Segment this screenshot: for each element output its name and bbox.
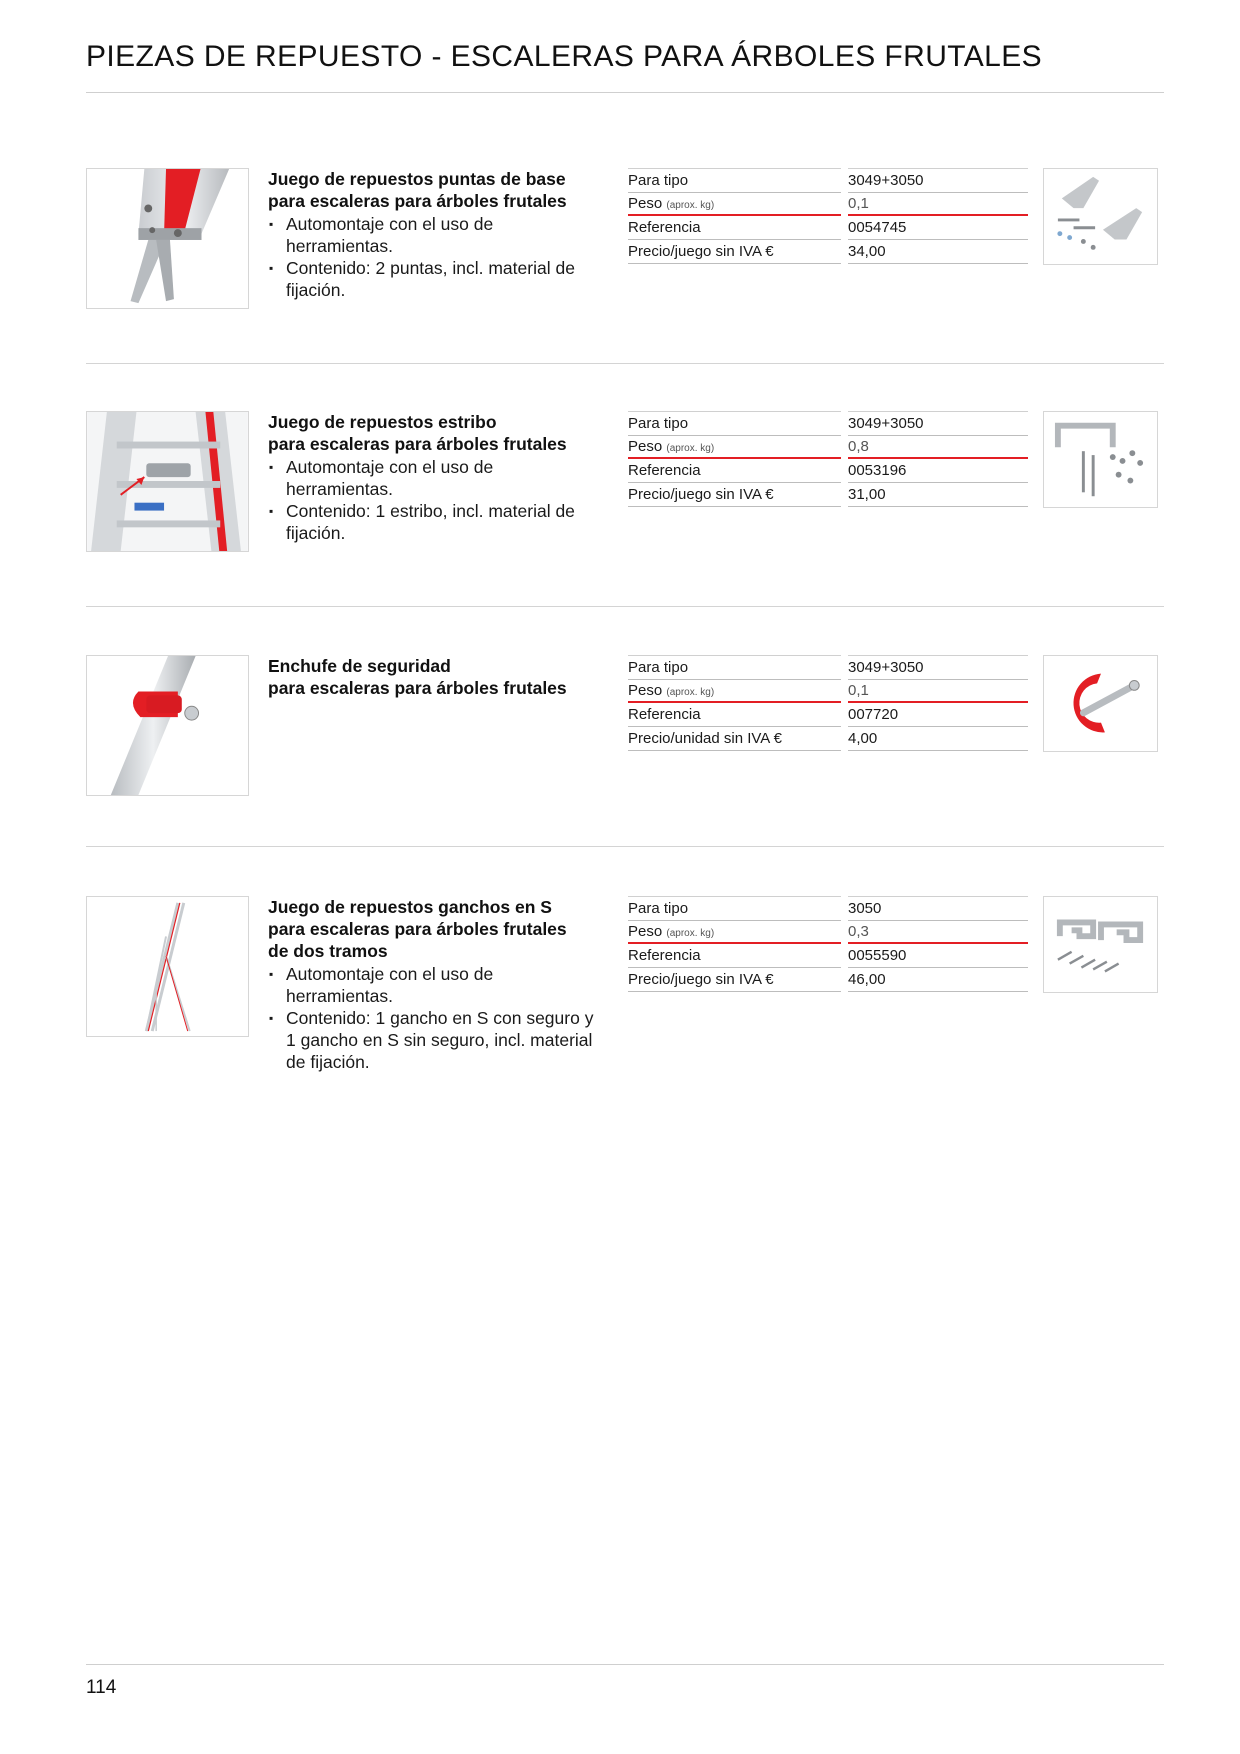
safety-plug-thumbnail (1043, 655, 1158, 752)
spec-label: Precio/juego sin IVA € (628, 240, 841, 264)
feature-item: ▪ Automontaje con el uso de herramientas. (268, 213, 598, 257)
spec-row-weight (628, 192, 1030, 216)
spec-value: 007720 (848, 703, 1028, 727)
ladder-base-point-photo (86, 168, 249, 309)
s-hooks-kit-thumbnail (1043, 896, 1158, 993)
feature-item: ▪ Automontaje con el uso de herramientas. (268, 456, 598, 500)
spec-label: Para tipo (628, 411, 841, 436)
safety-plug-photo (86, 655, 249, 796)
spec-table (628, 655, 1030, 751)
spec-row-reference (628, 216, 1030, 240)
spec-label: Para tipo (628, 655, 841, 680)
stirrup-kit-thumbnail (1043, 411, 1158, 508)
spec-row-type (628, 168, 1030, 192)
page-number: 114 (86, 1677, 117, 1698)
spec-value: 3049+3050 (848, 411, 1028, 436)
spec-label: Peso (aprox. kg) (628, 192, 841, 216)
spec-label: Precio/juego sin IVA € (628, 968, 841, 992)
spec-row-weight (628, 435, 1030, 459)
product-title: Juego de repuestos estribo para escaleras para árboles frutales (268, 412, 567, 454)
spec-value: 0055590 (848, 944, 1028, 968)
spec-row-reference (628, 944, 1030, 968)
spec-label: Precio/juego sin IVA € (628, 483, 841, 507)
ladder-stirrup-photo (86, 411, 249, 552)
feature-item: ▪ Automontaje con el uso de herramientas. (268, 963, 598, 1007)
product-title: Enchufe de seguridad para escaleras para árboles frutales (268, 656, 567, 698)
spec-label: Para tipo (628, 168, 841, 193)
spec-row-price (628, 240, 1030, 264)
section-divider (86, 363, 1164, 364)
product-description (268, 896, 598, 1073)
spec-row-type (628, 655, 1030, 679)
feature-list (268, 456, 598, 544)
spec-value: 0053196 (848, 459, 1028, 483)
spec-row-type (628, 411, 1030, 435)
spec-label: Peso (aprox. kg) (628, 920, 841, 944)
spec-value: 0,1 (848, 679, 1028, 703)
spec-label: Peso (aprox. kg) (628, 435, 841, 459)
footer-divider (86, 1664, 1164, 1665)
product-title: Juego de repuestos puntas de base para escaleras para árboles frutales (268, 169, 567, 211)
title-divider (86, 92, 1164, 93)
spec-row-price (628, 483, 1030, 507)
spec-label: Referencia (628, 216, 841, 240)
spec-label: Referencia (628, 703, 841, 727)
spec-label: Para tipo (628, 896, 841, 921)
section-divider (86, 606, 1164, 607)
feature-list (268, 963, 598, 1073)
two-section-ladder-photo (86, 896, 249, 1037)
spec-value: 46,00 (848, 968, 1028, 992)
product-description (268, 655, 598, 699)
spec-value: 34,00 (848, 240, 1028, 264)
spec-value: 4,00 (848, 727, 1028, 751)
spec-row-price (628, 968, 1030, 992)
spec-label: Referencia (628, 944, 841, 968)
spec-row-weight (628, 920, 1030, 944)
spec-value: 0054745 (848, 216, 1028, 240)
spec-value: 3050 (848, 896, 1028, 921)
spec-value: 0,1 (848, 192, 1028, 216)
spec-label: Peso (aprox. kg) (628, 679, 841, 703)
product-description (268, 411, 598, 544)
spec-value: 3049+3050 (848, 168, 1028, 193)
spec-row-price (628, 727, 1030, 751)
page-title: PIEZAS DE REPUESTO - ESCALERAS PARA ÁRBOLES FRUTALES (86, 40, 1043, 73)
spec-value: 0,3 (848, 920, 1028, 944)
product-description (268, 168, 598, 301)
spec-row-reference (628, 459, 1030, 483)
spec-value: 0,8 (848, 435, 1028, 459)
product-title: Juego de repuestos ganchos en S para escaleras para árboles frutales de dos tramos (268, 897, 567, 961)
spec-table (628, 896, 1030, 992)
base-points-kit-thumbnail (1043, 168, 1158, 265)
spec-table (628, 168, 1030, 264)
spec-label: Precio/unidad sin IVA € (628, 727, 841, 751)
feature-item: ▪ Contenido: 1 estribo, incl. material de fijación. (268, 500, 598, 544)
spec-value: 31,00 (848, 483, 1028, 507)
feature-list (268, 213, 598, 301)
feature-item: ▪ Contenido: 1 gancho en S con seguro y 1 gancho en S sin seguro, incl. material de fijación. (268, 1007, 598, 1073)
section-divider (86, 846, 1164, 847)
spec-row-weight (628, 679, 1030, 703)
spec-table (628, 411, 1030, 507)
spec-row-reference (628, 703, 1030, 727)
spec-row-type (628, 896, 1030, 920)
spec-value: 3049+3050 (848, 655, 1028, 680)
feature-item: ▪ Contenido: 2 puntas, incl. material de fijación. (268, 257, 598, 301)
spec-label: Referencia (628, 459, 841, 483)
